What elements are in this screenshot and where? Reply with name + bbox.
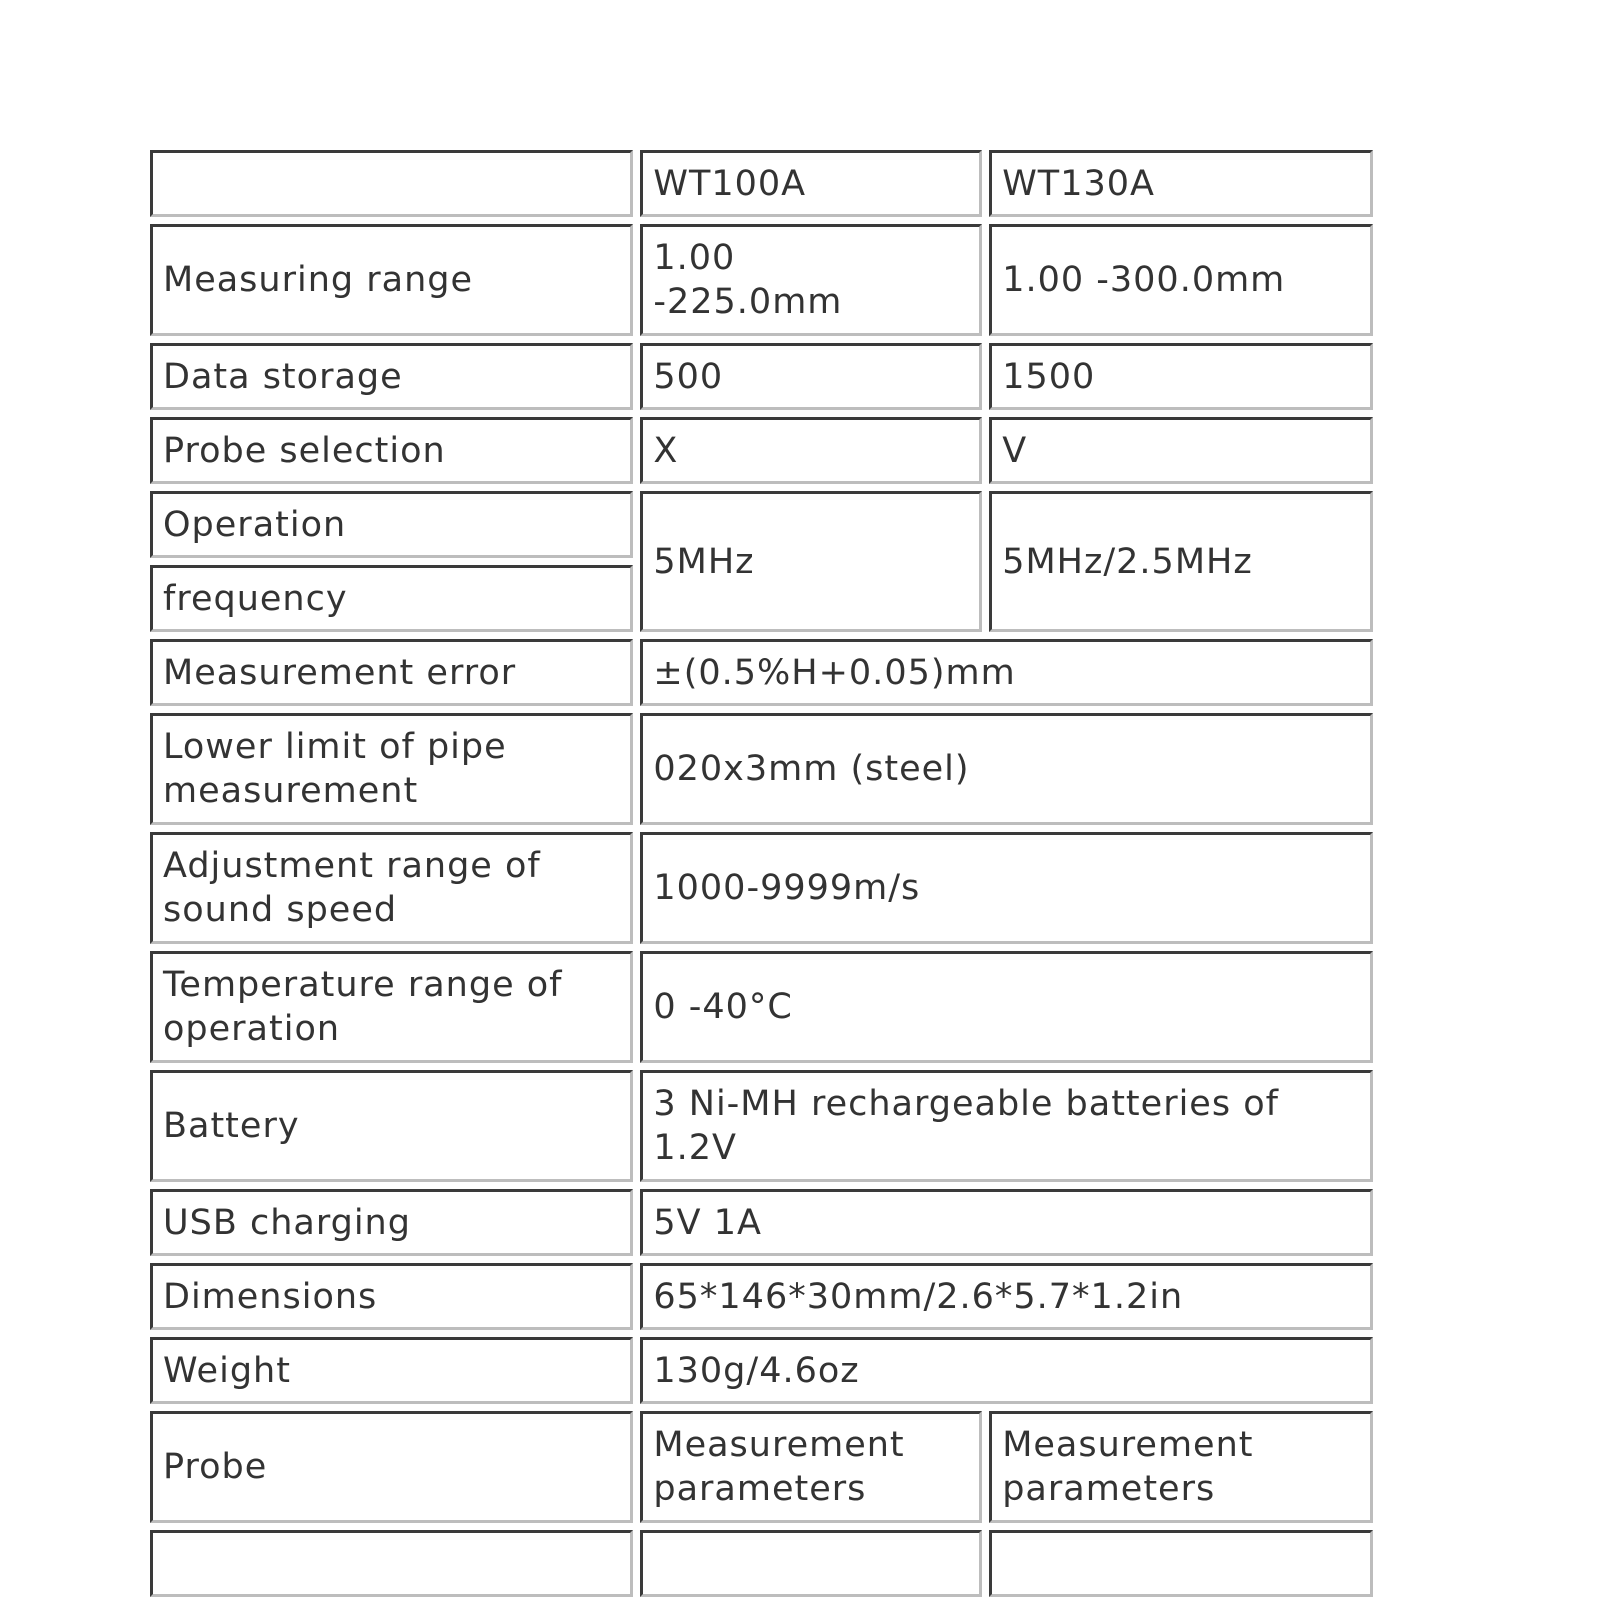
row-label: Lower limit of pipe measurement <box>150 713 633 825</box>
cell-value: 3 Ni-MH rechargeable batteries of 1.2V <box>640 1070 1373 1182</box>
cell-model-b: 1.00 -300.0mm <box>989 224 1373 336</box>
cell-line: 1.00 <box>653 238 736 278</box>
row-label: Probe selection <box>150 417 633 484</box>
empty-cell <box>150 1530 633 1597</box>
table-row-weight <box>150 1337 1373 1404</box>
table-row-temperature-range <box>150 951 1373 1063</box>
cell-model-a: 5MHz <box>640 491 982 632</box>
table-row-probe <box>150 1411 1373 1523</box>
cell-model-a <box>640 224 982 336</box>
cell-value: 0 -40°C <box>640 951 1373 1063</box>
header-model-a: WT100A <box>640 150 982 217</box>
table-row-battery <box>150 1070 1373 1182</box>
row-label: frequency <box>150 565 633 632</box>
table-row-usb-charging <box>150 1189 1373 1256</box>
table-row-header <box>150 150 1373 217</box>
row-label: Operation <box>150 491 633 558</box>
row-label: Adjustment range of sound speed <box>150 832 633 944</box>
spec-table-frame <box>143 143 1380 1509</box>
cell-model-b: Measurement parameters <box>989 1411 1373 1523</box>
row-label: Dimensions <box>150 1263 633 1330</box>
header-empty-cell <box>150 150 633 217</box>
cell-model-a: 500 <box>640 343 982 410</box>
row-label: Battery <box>150 1070 633 1182</box>
cell-model-a: X <box>640 417 982 484</box>
row-label: Weight <box>150 1337 633 1404</box>
cell-line: -225.0mm <box>653 282 843 322</box>
table-row-measurement-error <box>150 639 1373 706</box>
row-label: Probe <box>150 1411 633 1523</box>
spec-table <box>143 143 1380 1604</box>
cell-model-a: Measurement parameters <box>640 1411 982 1523</box>
cell-value: 1000-9999m/s <box>640 832 1373 944</box>
empty-cell <box>640 1530 982 1597</box>
empty-cell <box>989 1530 1373 1597</box>
table-row-probe-selection <box>150 417 1373 484</box>
cell-value: ±(0.5%H+0.05)mm <box>640 639 1373 706</box>
row-label: Temperature range of operation <box>150 951 633 1063</box>
cell-value: 5V 1A <box>640 1189 1373 1256</box>
table-row-cut-off <box>150 1530 1373 1597</box>
table-row-pipe-lower-limit <box>150 713 1373 825</box>
cell-model-b: 1500 <box>989 343 1373 410</box>
table-row-measuring-range <box>150 224 1373 336</box>
table-row-data-storage <box>150 343 1373 410</box>
row-label: Data storage <box>150 343 633 410</box>
table-row-sound-speed <box>150 832 1373 944</box>
row-label: USB charging <box>150 1189 633 1256</box>
cell-model-b: V <box>989 417 1373 484</box>
cell-value: 130g/4.6oz <box>640 1337 1373 1404</box>
table-row-operation <box>150 491 1373 558</box>
cell-value: 020x3mm (steel) <box>640 713 1373 825</box>
header-model-b: WT130A <box>989 150 1373 217</box>
table-row-dimensions <box>150 1263 1373 1330</box>
cell-model-b: 5MHz/2.5MHz <box>989 491 1373 632</box>
row-label: Measurement error <box>150 639 633 706</box>
cell-value: 65*146*30mm/2.6*5.7*1.2in <box>640 1263 1373 1330</box>
row-label: Measuring range <box>150 224 633 336</box>
